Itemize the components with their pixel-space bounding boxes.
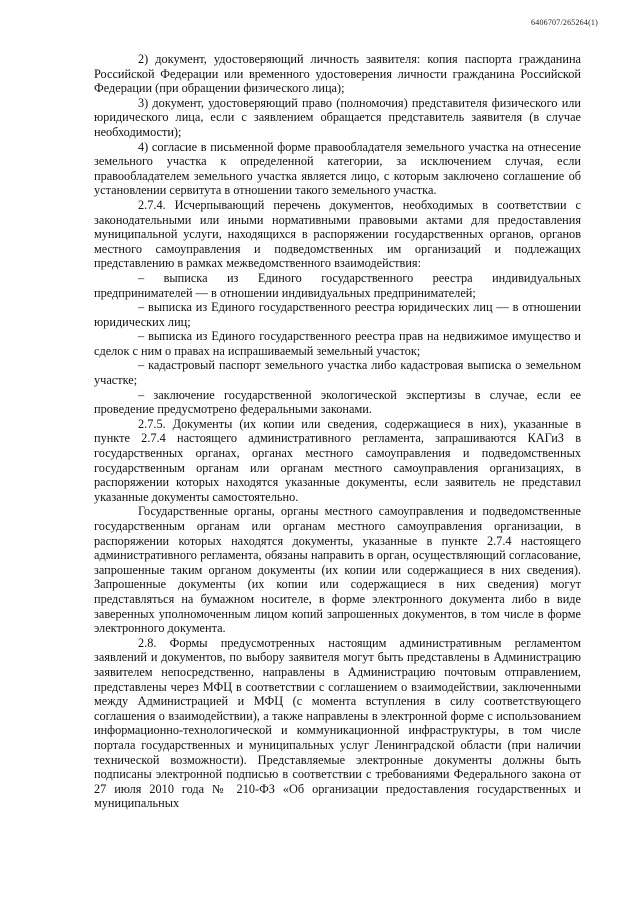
document-id: 6406707/265264(1) (531, 18, 598, 27)
paragraph-2-7-4: 2.7.4. Исчерпывающий перечень документов, необходимых в соответствии с законодательными или иными нормативными правовыми актами для предоставления муниципальной услуги, находящихся в распоряжении государственных органов, органов местного самоуправления и подведомственных им организаций и подлежащих представлению в рамках межведомственного взаимодействия: (94, 197, 581, 271)
paragraph-owner-consent: 4) согласие в письменной форме правообладателя земельного участка на отнесение земельного участка к определенной категории, за исключением случая, если правообладателем земельного участка является лицо, с которым заключено соглашение об установлении сервитута в отношении такого земельного участка. (94, 139, 581, 198)
document-body (94, 52, 581, 811)
paragraph-2-8: 2.8. Формы предусмотренных настоящим административным регламентом заявлений и документов, по выбору заявителя могут быть представлены в Администрацию заявителем непосредственно, направлены в Администрацию почтовым отправлением, представлены через МФЦ в соответствии с соглашением о взаимодействии, заключенными между Администрацией и МФЦ (с момента вступления в силу соответствующего соглашения о взаимодействии), а также направлены в электронной форме с использованием информационно-технологической и коммуникационной инфраструктуры, в том числе портала государственных и муниципальных услуг Ленинградской области (при наличии технической возможности). Представляемые электронные документы должны быть подписаны электронной подписью в соответствии с требованиями Федерального закона от 27 июля 2010 года № 210-ФЗ «Об организации предоставления государственных и муниципальных (94, 635, 581, 811)
list-item-egrip: – выписка из Единого государственного реестра индивидуальных предпринимателей — в отношении индивидуальных предпринимателей; (94, 270, 581, 300)
paragraph-state-bodies: Государственные органы, органы местного самоуправления и подведомственные государственным органам или органам местного самоуправления организации, в распоряжении которых находятся документы, указанные в пункте 2.7.4 настоящего административного регламента, обязаны направить в орган, осуществляющий согласование, запрошенные таким органом документы (их копии или содержащиеся в них сведения). Запрошенные документы (их копии или содержащиеся в них сведения) могут представляться на бумажном носителе, в форме электронного документа либо в виде заверенных уполномоченным лицом копий запрошенных документов, в том числе в форме электронного документа. (94, 504, 581, 636)
list-item-ecological-expertise: – заключение государственной экологической экспертизы в случае, если ее проведение предусмотрено федеральными законами. (94, 387, 581, 417)
paragraph-identity-document: 2) документ, удостоверяющий личность заявителя: копия паспорта гражданина Российской Федерации или временного удостоверения личности гражданина Российской Федерации (при обращении физического лица); (94, 52, 581, 96)
paragraph-2-7-5: 2.7.5. Документы (их копии или сведения, содержащиеся в них), указанные в пункте 2.7.4 настоящего административного регламента, запрашиваются КАГиЗ в государственных органах, органах местного самоуправления и подведомственных государственным органам или органам местного самоуправления организациях, в распоряжении которых находятся указанные документы, если заявитель не представил указанные документы самостоятельно. (94, 416, 581, 504)
paragraph-representative-authority: 3) документ, удостоверяющий право (полномочия) представителя физического или юридического лица, если с заявлением обращается представитель заявителя (в случае необходимости); (94, 95, 581, 139)
list-item-cadastral: – кадастровый паспорт земельного участка либо кадастровая выписка о земельном участке; (94, 358, 581, 388)
list-item-egrp: – выписка из Единого государственного реестра прав на недвижимое имущество и сделок с ним о правах на испрашиваемый земельный участок; (94, 329, 581, 358)
list-item-egrul: – выписка из Единого государственного реестра юридических лиц — в отношении юридических лиц; (94, 300, 581, 329)
